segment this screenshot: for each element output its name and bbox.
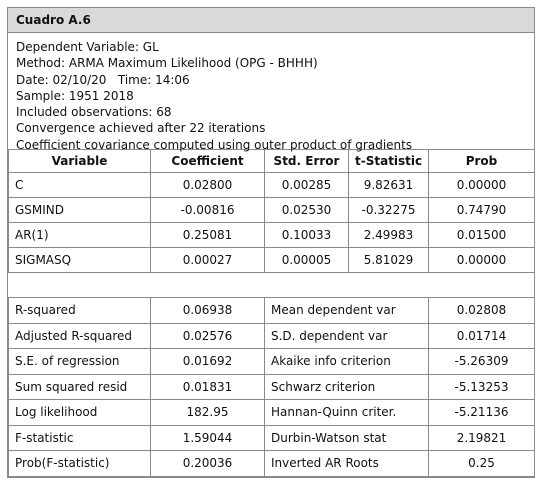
stat-value-cell: 0.20036: [151, 451, 265, 477]
variable-name-cell: AR(1): [9, 223, 151, 248]
value-cell: 0.00000: [429, 248, 535, 273]
stat-value-cell: 0.01831: [151, 374, 265, 400]
summary-stats-table: [8, 297, 535, 477]
table-row: [9, 173, 535, 198]
table-row: [9, 400, 535, 426]
stat-value-cell: 0.02576: [151, 323, 265, 349]
variable-name-cell: SIGMASQ: [9, 248, 151, 273]
meta-line: Method: ARMA Maximum Likelihood (OPG - BHHH): [16, 56, 318, 71]
stat-label-cell: Sum squared resid: [9, 374, 151, 400]
value-cell: 0.01500: [429, 223, 535, 248]
table-row: [9, 298, 535, 324]
value-cell: -0.32275: [349, 198, 429, 223]
value-cell: 0.10033: [265, 223, 349, 248]
variable-name-cell: GSMIND: [9, 198, 151, 223]
stat-label-cell: S.E. of regression: [9, 349, 151, 375]
table-row: [9, 349, 535, 375]
stat-value-cell: 2.19821: [429, 425, 535, 451]
estimation-info: [8, 33, 534, 152]
table-row: [9, 248, 535, 273]
results-table-frame: [7, 7, 535, 478]
meta-line: Date: 02/10/20 Time: 14:06: [16, 72, 190, 87]
value-cell: 0.00005: [265, 248, 349, 273]
table-row: [9, 425, 535, 451]
value-cell: 0.25081: [151, 223, 265, 248]
meta-line: Convergence achieved after 22 iterations: [16, 121, 266, 136]
meta-line: Included observations: 68: [16, 105, 172, 120]
stat-value-cell: -5.13253: [429, 374, 535, 400]
stat-label-cell: Schwarz criterion: [265, 374, 429, 400]
value-cell: 0.02530: [265, 198, 349, 223]
value-cell: 5.81029: [349, 248, 429, 273]
stat-value-cell: 0.01692: [151, 349, 265, 375]
stat-value-cell: 0.25: [429, 451, 535, 477]
value-cell: 0.00285: [265, 173, 349, 198]
header-std-error: Std. Error: [265, 150, 349, 173]
stat-value-cell: 1.59044: [151, 425, 265, 451]
value-cell: 9.82631: [349, 173, 429, 198]
stat-label-cell: Prob(F-statistic): [9, 451, 151, 477]
header-prob: Prob: [429, 150, 535, 173]
table-row: [9, 374, 535, 400]
variable-name-cell: C: [9, 173, 151, 198]
value-cell: 0.00027: [151, 248, 265, 273]
value-cell: -0.00816: [151, 198, 265, 223]
value-cell: 0.02800: [151, 173, 265, 198]
meta-line: Coefficient covariance computed using outer product of gradients: [16, 137, 413, 152]
table-row: [9, 223, 535, 248]
stat-label-cell: Log likelihood: [9, 400, 151, 426]
stat-label-cell: F-statistic: [9, 425, 151, 451]
table-row: [9, 451, 535, 477]
stat-value-cell: -5.26309: [429, 349, 535, 375]
stat-label-cell: Hannan-Quinn criter.: [265, 400, 429, 426]
stat-value-cell: -5.21136: [429, 400, 535, 426]
stat-label-cell: Adjusted R-squared: [9, 323, 151, 349]
stat-label-cell: S.D. dependent var: [265, 323, 429, 349]
table-row: [9, 323, 535, 349]
value-cell: 2.49983: [349, 223, 429, 248]
stat-value-cell: 0.02808: [429, 298, 535, 324]
table-title: Cuadro A.6: [8, 8, 534, 33]
stat-value-cell: 0.06938: [151, 298, 265, 324]
table-spacer: [8, 273, 534, 297]
meta-line: Dependent Variable: GL: [16, 40, 159, 54]
stat-label-cell: Inverted AR Roots: [265, 451, 429, 477]
stat-label-cell: Mean dependent var: [265, 298, 429, 324]
value-cell: 0.74790: [429, 198, 535, 223]
stat-value-cell: 0.01714: [429, 323, 535, 349]
stat-label-cell: Durbin-Watson stat: [265, 425, 429, 451]
stat-value-cell: 182.95: [151, 400, 265, 426]
meta-line: Sample: 1951 2018: [16, 88, 134, 103]
stat-label-cell: Akaike info criterion: [265, 349, 429, 375]
header-t-statistic: t-Statistic: [349, 150, 429, 173]
stat-label-cell: R-squared: [9, 298, 151, 324]
header-variable: Variable: [9, 150, 151, 173]
value-cell: 0.00000: [429, 173, 535, 198]
header-coefficient: Coefficient: [151, 150, 265, 173]
coefficient-table: [8, 149, 535, 273]
table-row: [9, 198, 535, 223]
